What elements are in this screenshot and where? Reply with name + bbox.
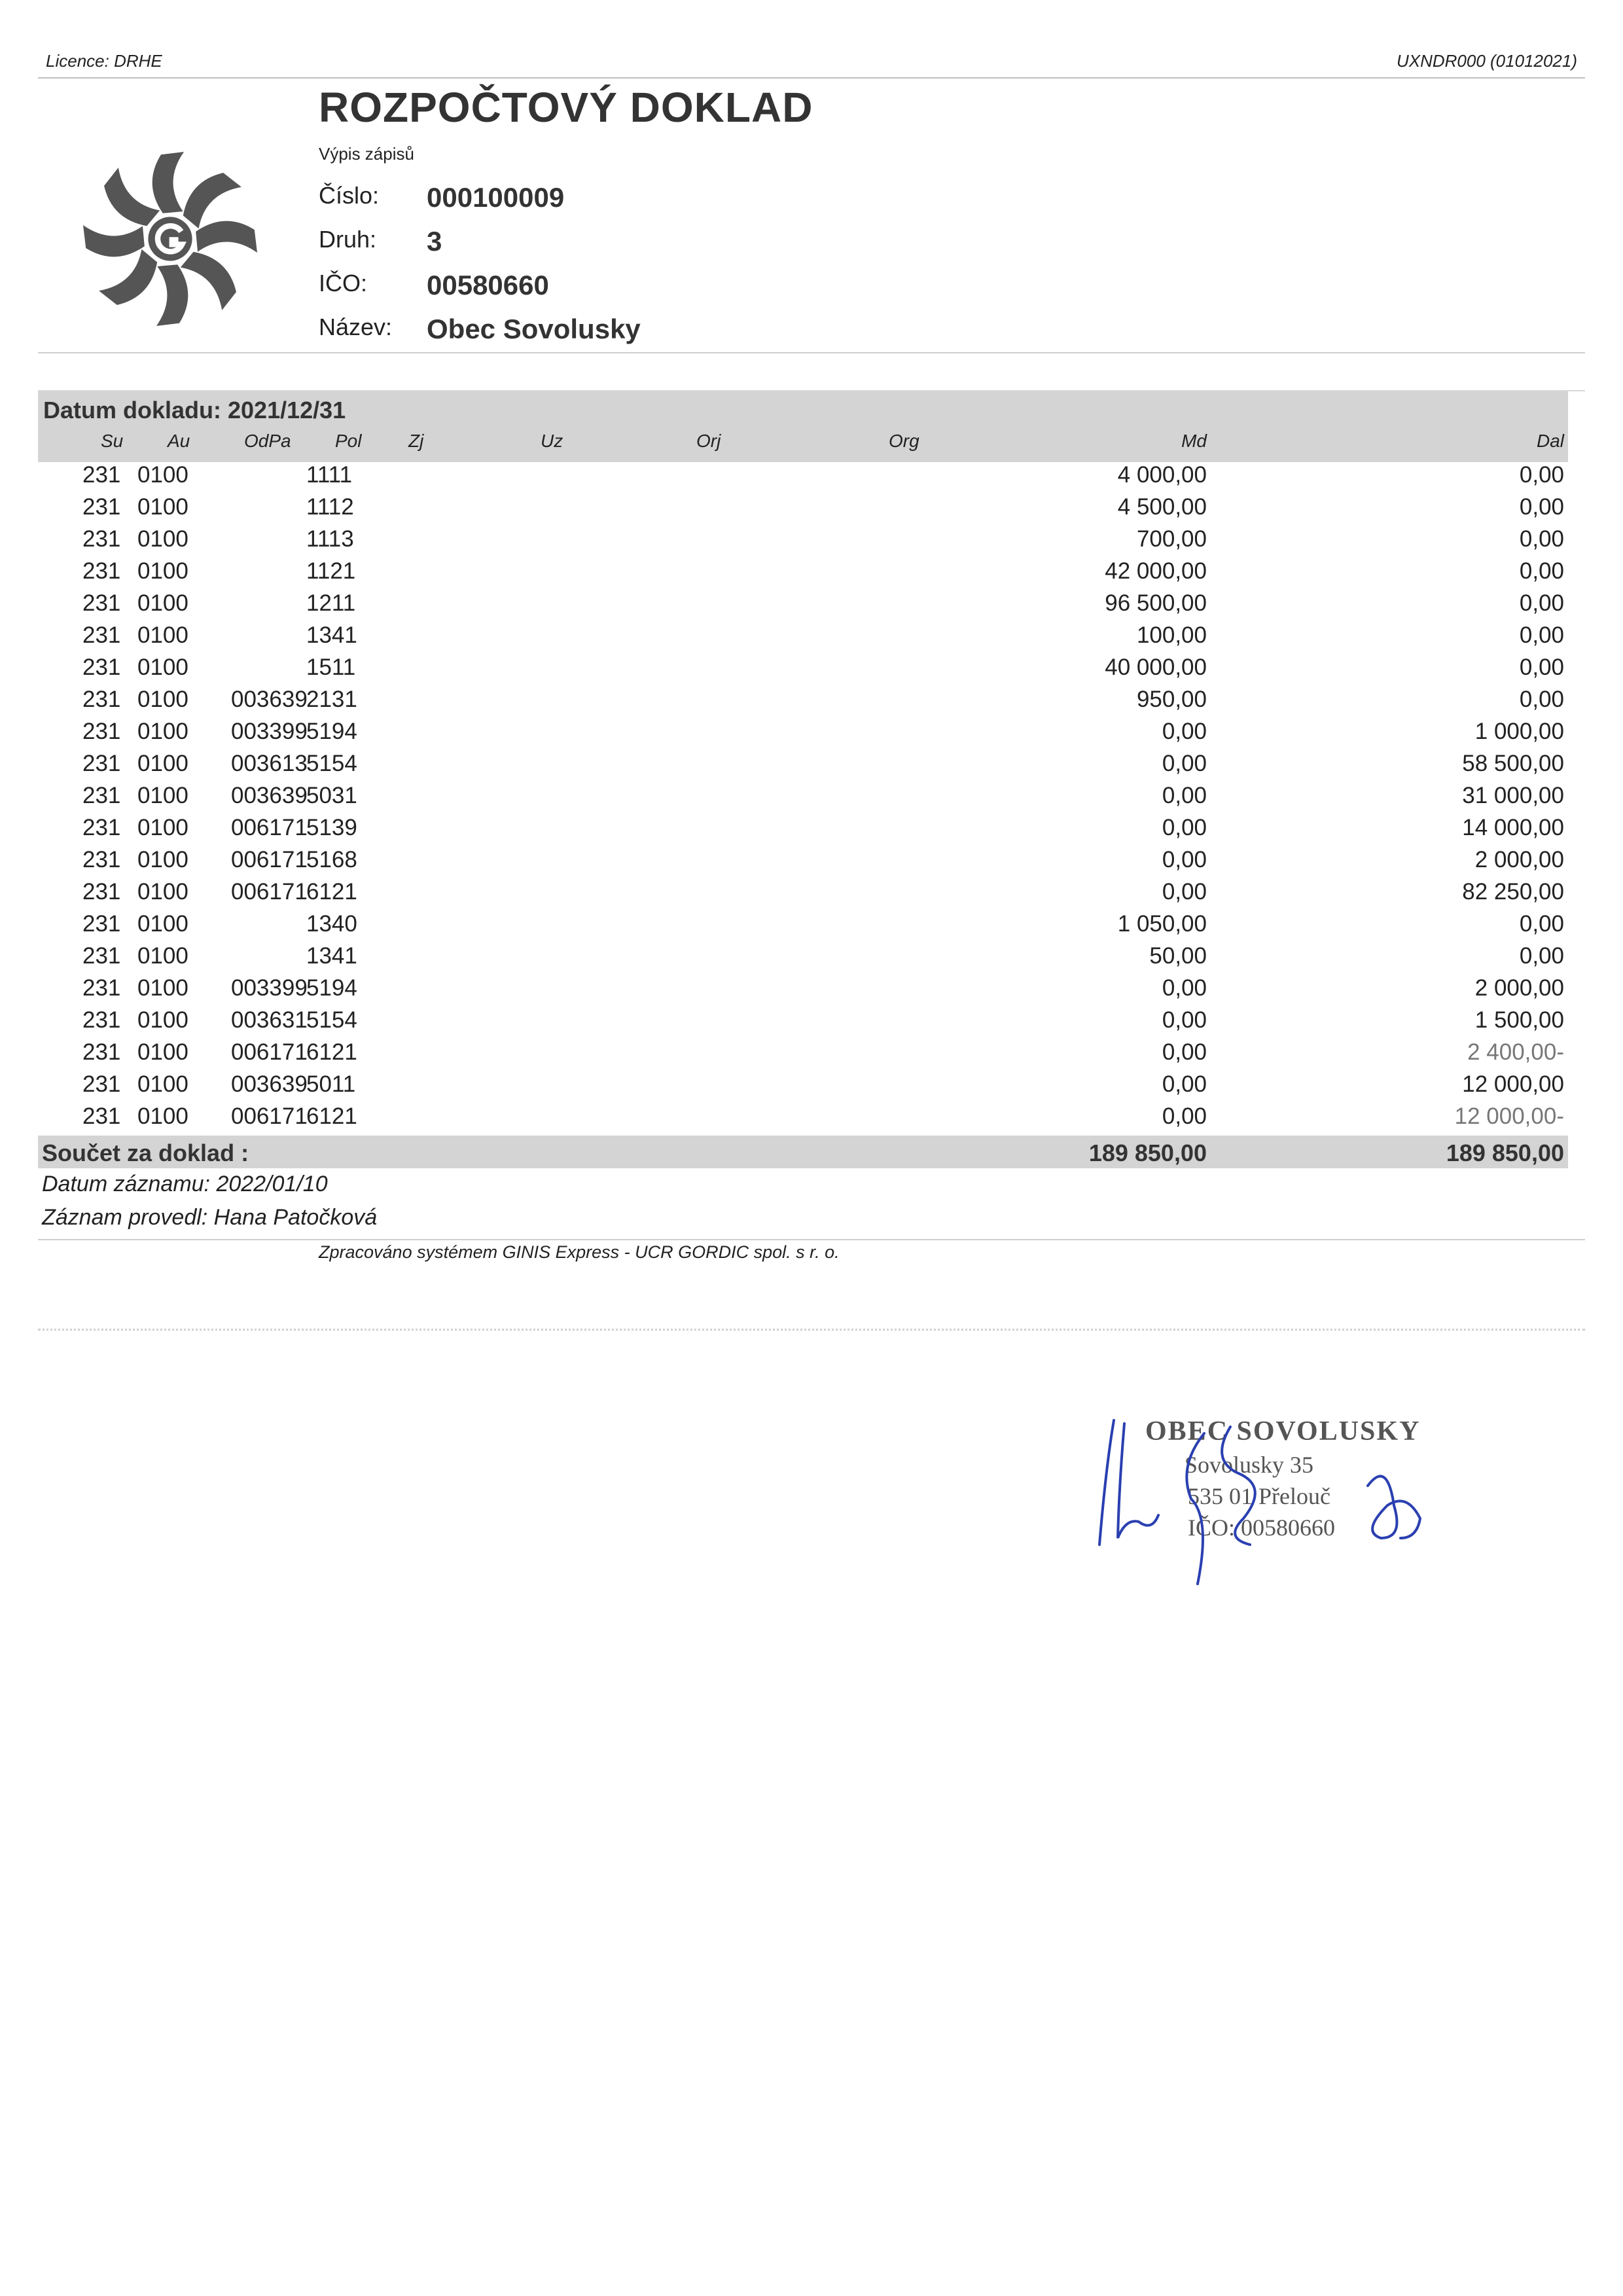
cell-pol: 6121 [306,1039,357,1065]
cell-dal: 0,00 [1519,462,1564,488]
document-title: ROZPOČTOVÝ DOKLAD [319,84,813,131]
cell-md: 4 500,00 [1117,494,1207,520]
record-by: Záznam provedl: Hana Patočková [42,1205,378,1230]
column-header-zj: Zj [408,431,424,451]
table-row [38,651,1568,683]
cell-au: 0100 [137,655,188,680]
cell-su: 231 [82,847,121,872]
document-subtitle: Výpis zápisů [319,144,414,164]
cell-au: 0100 [137,462,188,488]
cell-odpa: 006171 [231,1103,308,1129]
cell-dal: 12 000,00 [1462,1071,1564,1097]
cell-dal: 1 000,00 [1474,719,1564,744]
stamp-line-2: Sovolusky 35 [1185,1452,1314,1478]
cell-pol: 1341 [306,622,357,648]
cell-su: 231 [82,462,121,488]
table-row [38,1003,1568,1035]
cell-pol: 6121 [306,1103,357,1129]
meta-value: 3 [427,226,442,257]
cell-dal: 2 000,00 [1474,847,1564,872]
cell-au: 0100 [137,783,188,808]
cell-odpa: 006171 [231,1039,308,1065]
total-band [38,1136,1568,1168]
table-row [38,875,1568,907]
table-row [38,971,1568,1003]
cell-pol: 1511 [306,655,356,680]
cell-dal: 0,00 [1519,943,1564,969]
cell-dal: 0,00 [1519,655,1564,680]
table-row [38,1067,1568,1100]
cell-su: 231 [82,1039,121,1065]
cell-dal: 0,00 [1519,558,1564,584]
cell-pol: 6121 [306,879,357,905]
cell-odpa: 003613 [231,751,308,776]
stamp-line-4: IČO: 00580660 [1188,1515,1335,1541]
cell-md: 950,00 [1136,687,1207,712]
stamp-line-3: 535 01 Přelouč [1188,1483,1330,1509]
column-header-uz: Uz [541,431,563,451]
cell-odpa: 003631 [231,1007,308,1033]
cell-dal: 0,00 [1519,494,1564,520]
table-row [38,843,1568,875]
cell-su: 231 [82,943,121,969]
cell-md: 700,00 [1136,526,1207,552]
cell-pol: 1211 [306,590,356,616]
table-row [38,939,1568,971]
table-row [38,907,1568,939]
header-divider [38,352,1585,353]
cell-au: 0100 [137,1103,188,1129]
column-header-org: Org [889,431,919,451]
column-header-pol: Pol [335,431,362,451]
cell-su: 231 [82,1071,121,1097]
cell-md: 0,00 [1162,751,1207,776]
cell-au: 0100 [137,494,188,520]
cell-md: 96 500,00 [1105,590,1207,616]
cell-su: 231 [82,879,121,905]
table-row [38,554,1568,586]
cell-su: 231 [82,622,121,648]
cell-odpa: 006171 [231,847,308,872]
cell-md: 50,00 [1149,943,1207,969]
meta-value: 000100009 [427,182,565,213]
cell-su: 231 [82,815,121,840]
footer-divider [38,1239,1585,1240]
cell-au: 0100 [137,590,188,616]
meta-label: Druh: [319,226,377,253]
date-header-band [38,391,1568,462]
cell-dal: 0,00 [1519,911,1564,937]
cell-odpa: 003399 [231,975,308,1001]
column-header-md: Md [1181,431,1207,451]
cell-md: 42 000,00 [1105,558,1207,584]
cell-dal: 2 000,00 [1474,975,1564,1001]
cell-dal: 0,00 [1519,622,1564,648]
cell-pol: 5154 [306,1007,357,1033]
meta-label: Název: [319,314,393,340]
cell-dal: 2 400,00- [1467,1039,1564,1065]
cell-au: 0100 [137,943,188,969]
meta-value: 00580660 [427,270,549,300]
cell-su: 231 [82,1103,121,1129]
cell-au: 0100 [137,879,188,905]
table-row [38,586,1568,619]
cell-pol: 1341 [306,943,357,969]
cell-su: 231 [82,783,121,808]
cell-md: 0,00 [1162,719,1207,744]
cell-su: 231 [82,975,121,1001]
cell-pol: 1121 [306,558,356,584]
cell-su: 231 [82,558,121,584]
cell-md: 0,00 [1162,847,1207,872]
cell-su: 231 [82,526,121,552]
cell-au: 0100 [137,687,188,712]
table-row [38,522,1568,554]
cell-md: 0,00 [1162,1103,1207,1129]
table-row [38,490,1568,522]
cell-pol: 5154 [306,751,357,776]
table-row [38,1100,1568,1132]
cell-pol: 1340 [306,911,357,937]
column-header-odpa: OdPa [244,431,291,451]
table-row [38,619,1568,651]
cell-pol: 1111 [306,462,353,488]
cell-pol: 5031 [306,783,357,808]
cell-au: 0100 [137,911,188,937]
cell-dal: 0,00 [1519,526,1564,552]
top-divider [38,77,1585,79]
cell-odpa: 003639 [231,1071,308,1097]
cell-md: 1 050,00 [1117,911,1207,937]
total-md: 189 850,00 [1088,1139,1207,1166]
document-date: Datum dokladu: 2021/12/31 [43,397,346,423]
cell-dal: 31 000,00 [1462,783,1564,808]
cell-su: 231 [82,1007,121,1033]
cell-au: 0100 [137,719,188,744]
cell-odpa: 003639 [231,783,308,808]
dotted-separator [38,1329,1585,1331]
cell-dal: 0,00 [1519,687,1564,712]
stamp-line-1: OBEC SOVOLUSKY [1145,1416,1421,1446]
cell-su: 231 [82,911,121,937]
column-header-su: Su [101,431,124,451]
cell-au: 0100 [137,558,188,584]
cell-md: 0,00 [1162,815,1207,840]
cell-pol: 5194 [306,975,357,1001]
total-label: Součet za doklad : [42,1139,249,1166]
cell-au: 0100 [137,622,188,648]
cell-dal: 12 000,00- [1454,1103,1564,1129]
cell-md: 0,00 [1162,1039,1207,1065]
cell-md: 40 000,00 [1105,655,1207,680]
cell-au: 0100 [137,526,188,552]
cell-au: 0100 [137,975,188,1001]
cell-pol: 5139 [306,815,357,840]
cell-pol: 2131 [306,687,357,712]
table-row [38,811,1568,843]
report-code: UXNDR000 (01012021) [1396,51,1577,71]
cell-md: 0,00 [1162,1071,1207,1097]
cell-su: 231 [82,751,121,776]
cell-md: 0,00 [1162,1007,1207,1033]
total-dal: 189 850,00 [1446,1139,1564,1166]
meta-label: Číslo: [319,182,380,209]
cell-su: 231 [82,590,121,616]
cell-pol: 1113 [306,526,354,552]
cell-odpa: 003639 [231,687,308,712]
cell-pol: 1112 [306,494,354,520]
cell-dal: 58 500,00 [1462,751,1564,776]
cell-au: 0100 [137,1007,188,1033]
table-row [38,715,1568,747]
gordic-logo-icon [79,147,262,331]
table-row [38,683,1568,715]
cell-su: 231 [82,655,121,680]
cell-md: 0,00 [1162,783,1207,808]
cell-su: 231 [82,719,121,744]
stamp-with-signature [1080,1407,1433,1597]
meta-value: Obec Sovolusky [427,314,641,344]
column-header-orj: Orj [696,431,721,451]
cell-dal: 14 000,00 [1462,815,1564,840]
meta-label: IČO: [319,270,368,296]
column-header-dal: Dal [1536,431,1564,451]
cell-md: 0,00 [1162,975,1207,1001]
cell-pol: 5168 [306,847,357,872]
licence-label: Licence: DRHE [46,51,162,71]
column-header-au: Au [168,431,190,451]
cell-su: 231 [82,494,121,520]
cell-au: 0100 [137,751,188,776]
cell-pol: 5194 [306,719,357,744]
table-row [38,458,1568,490]
cell-odpa: 006171 [231,815,308,840]
table-row [38,1035,1568,1067]
cell-au: 0100 [137,847,188,872]
cell-dal: 0,00 [1519,590,1564,616]
cell-md: 100,00 [1136,622,1207,648]
table-row [38,779,1568,811]
processed-by: Zpracováno systémem GINIS Express - UCR GORDIC spol. s r. o. [319,1242,840,1262]
record-date: Datum záznamu: 2022/01/10 [42,1172,328,1196]
cell-dal: 1 500,00 [1474,1007,1564,1033]
cell-au: 0100 [137,815,188,840]
cell-au: 0100 [137,1071,188,1097]
cell-odpa: 006171 [231,879,308,905]
cell-md: 0,00 [1162,879,1207,905]
cell-dal: 82 250,00 [1462,879,1564,905]
cell-au: 0100 [137,1039,188,1065]
cell-pol: 5011 [306,1071,356,1097]
table-row [38,747,1568,779]
cell-md: 4 000,00 [1117,462,1207,488]
cell-su: 231 [82,687,121,712]
cell-odpa: 003399 [231,719,308,744]
